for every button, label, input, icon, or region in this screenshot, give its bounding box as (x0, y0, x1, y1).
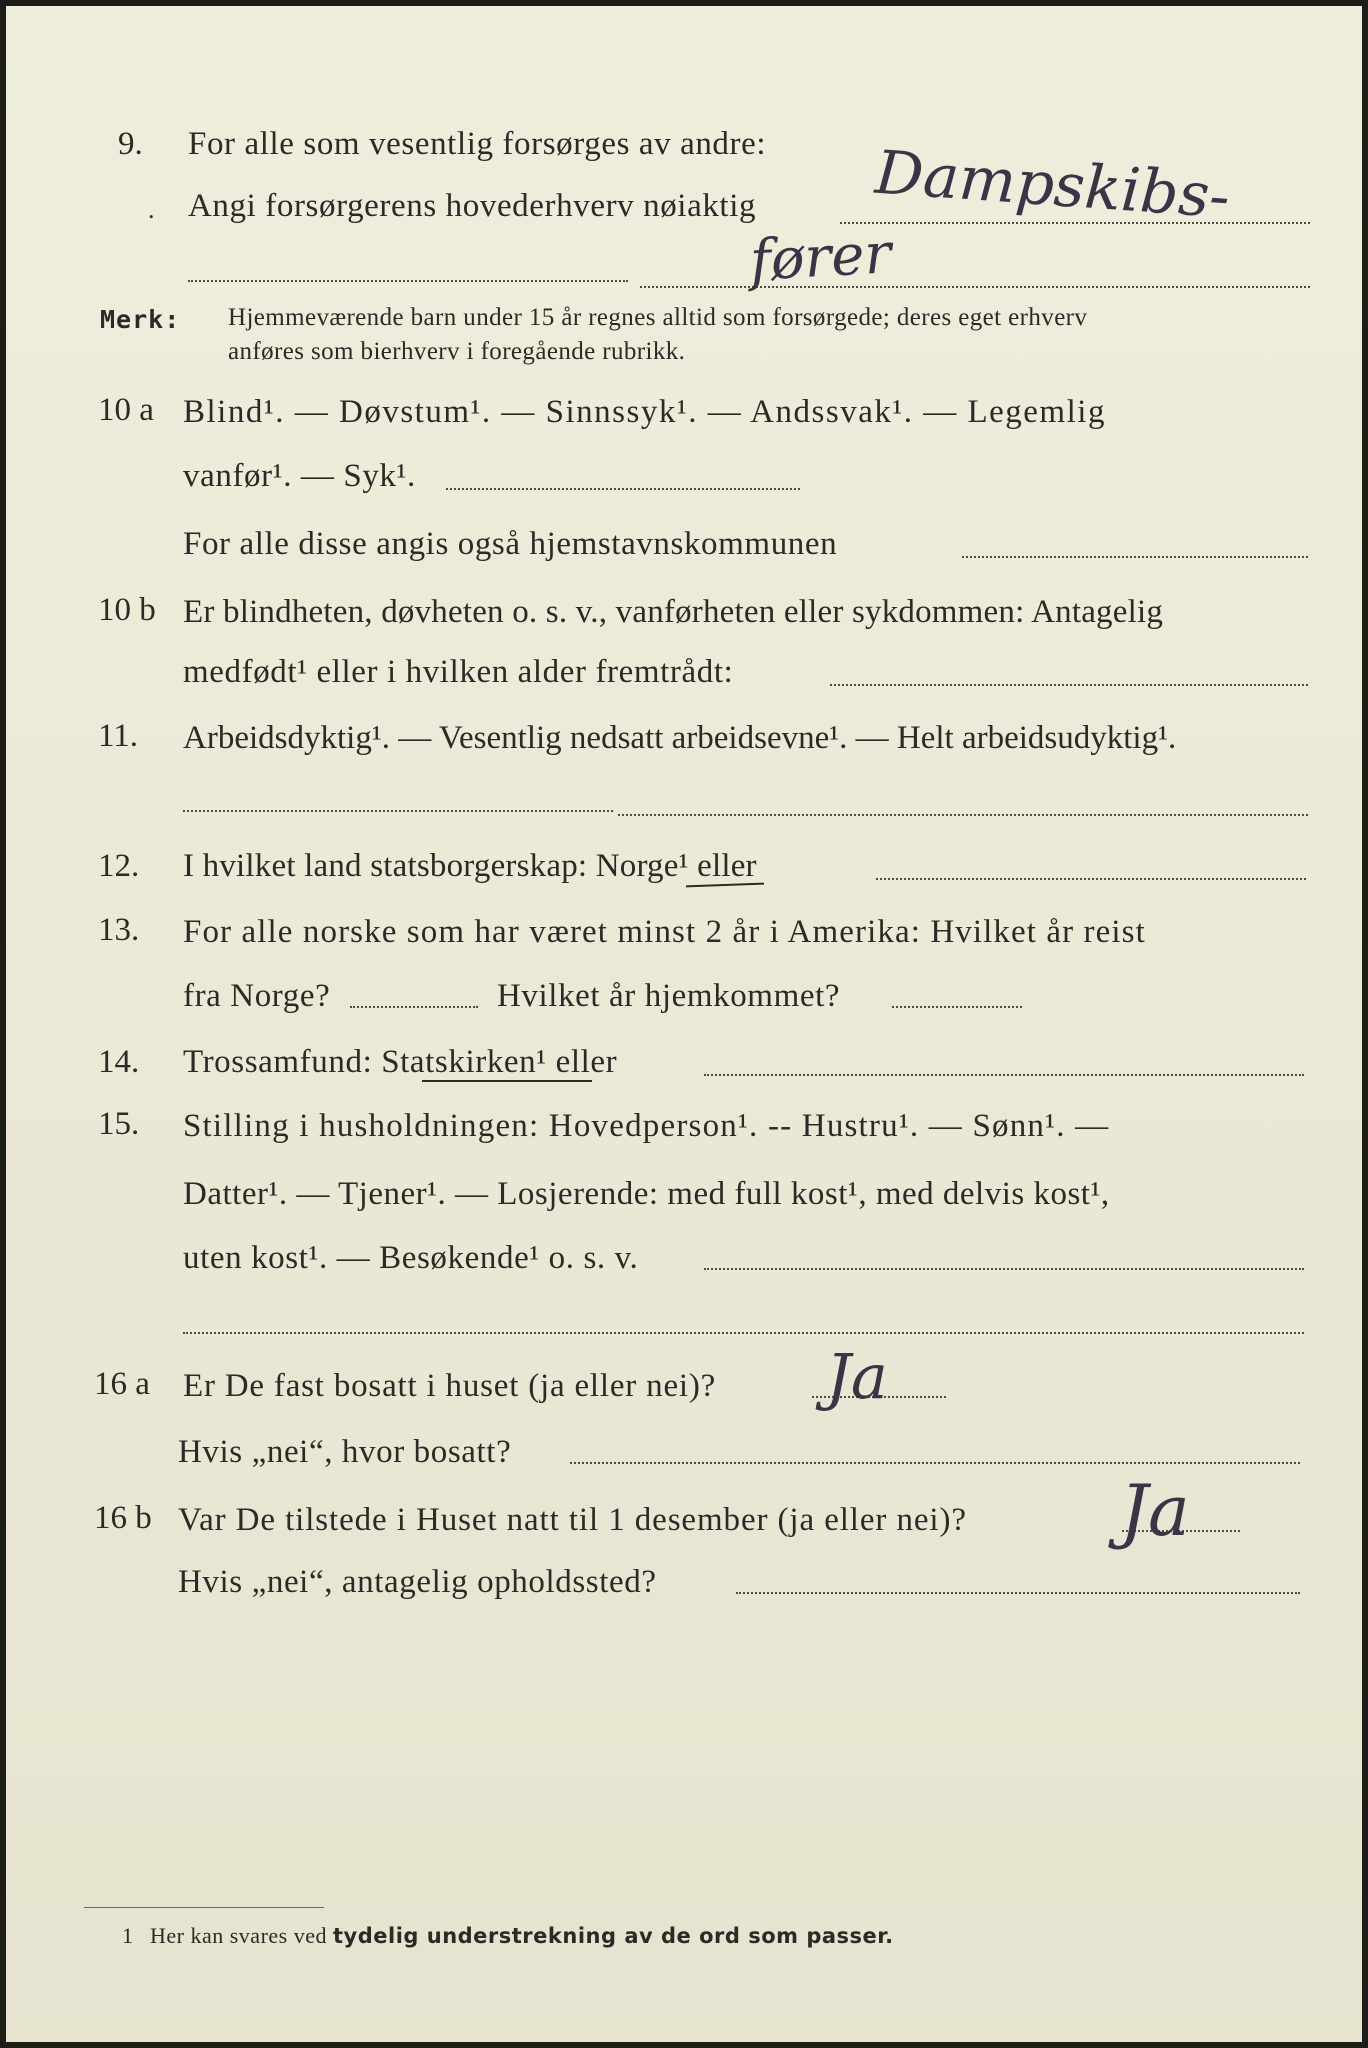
footnote-mark: 1 (122, 1923, 134, 1948)
q12-number: 12. (98, 848, 140, 884)
q16b-number: 16 b (94, 1500, 152, 1536)
q10a-number: 10 a (98, 392, 154, 428)
q10b-line1: Er blindheten, døvheten o. s. v., vanførheten eller sykdommen: Antagelig (183, 594, 1164, 630)
footnote-text-plain: Her kan svares ved (150, 1923, 327, 1948)
q13-reist-answer-line (350, 1006, 478, 1008)
q16a-handwritten-answer: Ja (826, 1340, 888, 1413)
q13-number: 13. (98, 912, 140, 948)
q9-line1: For alle som vesentlig forsørges av andre: (188, 126, 767, 162)
q9-answer-line1 (840, 222, 1310, 224)
q9-handwritten-answer-1: Dampskibs- (872, 137, 1233, 233)
q16a-line2: Hvis „nei“, hvor bosatt? (178, 1434, 512, 1470)
q13-line2b: Hvilket år hjemkommet? (497, 978, 841, 1014)
q15-line1: Stilling i husholdningen: Hovedperson¹. -- Hustru¹. — Sønn¹. — (183, 1108, 1110, 1144)
merk-label: Merk: (100, 305, 181, 334)
q15-line2: Datter¹. — Tjener¹. — Losjerende: med full kost¹, med delvis kost¹, (183, 1176, 1110, 1212)
q9-answer-line2-right (640, 286, 1310, 288)
q11-answer-line-left (183, 810, 613, 812)
q10a-syk-answer-line (446, 488, 800, 490)
footnote-text-bold: tydelig understrekning av de ord som passer. (333, 1924, 894, 1948)
q14-answer-line (704, 1074, 1304, 1076)
q16a-line1: Er De fast bosatt i huset (ja eller nei)? (183, 1368, 717, 1404)
q10b-answer-line (830, 684, 1308, 686)
q10a-line1: Blind¹. — Døvstum¹. — Sinnssyk¹. — Andssvak¹. — Legemlig (183, 394, 1106, 430)
merk-line1: Hjemmeværende barn under 15 år regnes alltid som forsørgede; deres eget erhverv (228, 304, 1088, 331)
q9-answer-line2-left (188, 280, 628, 282)
q10a-line2: vanfør¹. — Syk¹. (183, 458, 416, 494)
q9-bullet: . (148, 195, 155, 224)
q15-extra-line (183, 1332, 1304, 1334)
q12-answer-line (876, 878, 1306, 880)
q14-statskirken-underline (422, 1080, 592, 1082)
q9-number: 9. (118, 126, 143, 162)
q16b-line1: Var De tilstede i Huset natt til 1 desember (ja eller nei)? (178, 1502, 967, 1538)
q15-number: 15. (98, 1106, 140, 1142)
q15-line3: uten kost¹. — Besøkende¹ o. s. v. (183, 1240, 639, 1276)
q14-number: 14. (98, 1044, 140, 1080)
q12-line1: I hvilket land statsborgerskap: Norge¹ eller (183, 848, 757, 884)
q14-line1: Trossamfund: Statskirken¹ eller (183, 1044, 618, 1080)
q16a-number: 16 a (94, 1366, 150, 1402)
q13-line1: For alle norske som har været minst 2 år i Amerika: Hvilket år reist (183, 914, 1146, 950)
q10b-number: 10 b (98, 592, 156, 628)
q10a-line3: For alle disse angis også hjemstavnskommunen (183, 526, 838, 562)
q10a-hjemstavn-answer-line (962, 556, 1308, 558)
q16b-opholdssted-answer-line (736, 1592, 1300, 1594)
q16a-bosatt-answer-line (570, 1462, 1300, 1464)
q9-line2: Angi forsørgerens hovederhverv nøiaktig (188, 188, 757, 224)
merk-line2: anføres som bierhverv i foregående rubrikk. (228, 338, 686, 365)
q11-line1: Arbeidsdyktig¹. — Vesentlig nedsatt arbeidsevne¹. — Helt arbeidsudyktig¹. (183, 720, 1177, 756)
q11-answer-line-right (618, 814, 1308, 816)
footnote (150, 1922, 894, 1950)
footnote-separator (84, 1907, 324, 1908)
q13-line2a: fra Norge? (183, 978, 331, 1014)
q15-answer-line (704, 1268, 1304, 1270)
q9-handwritten-answer-2: fører (748, 221, 893, 294)
q16b-line2: Hvis „nei“, antagelig opholdssted? (178, 1564, 657, 1600)
q11-number: 11. (98, 718, 139, 754)
q16b-handwritten-answer: Ja (1120, 1470, 1190, 1552)
q13-hjemkommet-answer-line (892, 1006, 1022, 1008)
q10b-line2: medfødt¹ eller i hvilken alder fremtrådt: (183, 654, 734, 690)
